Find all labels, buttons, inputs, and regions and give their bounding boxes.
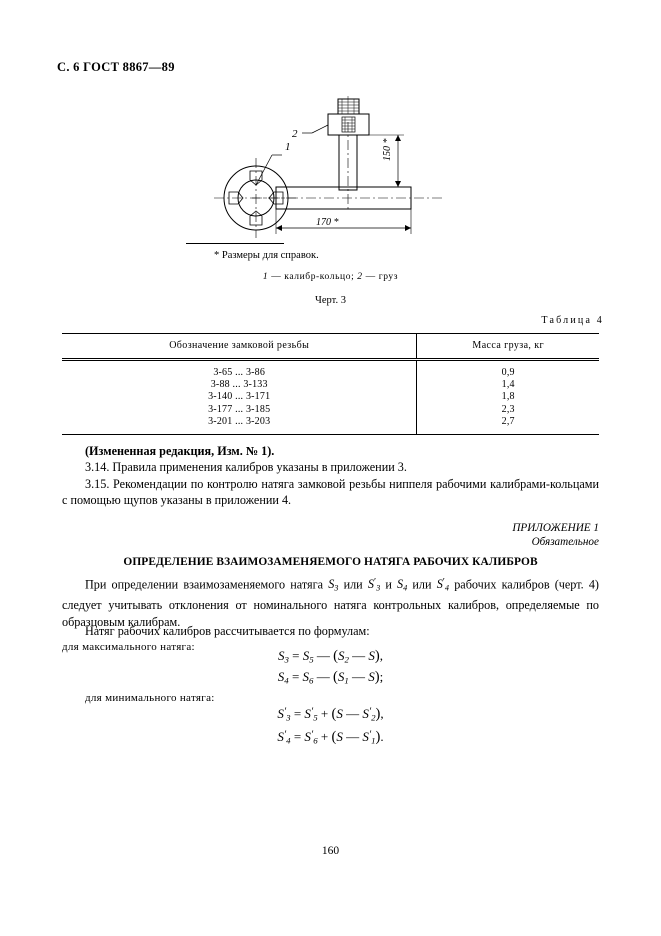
appendix-title: ОПРЕДЕЛЕНИЕ ВЗАИМОЗАМЕНЯЕМОГО НАТЯГА РАБОЧИХ КАЛИБРОВ: [123, 556, 538, 568]
table-header-load-mass: Масса груза, кг: [472, 340, 544, 351]
cell-load-mass: 2,7: [501, 415, 515, 427]
appendix-para1-tail: рабочих калибров (черт. 4) следует учитывать отклонения от номинального натяга контрольных калибров, определяемые по образцовым калибрам.: [62, 577, 599, 629]
cell-load-mass: 2,3: [501, 403, 515, 415]
appendix-para1-lead: При определении взаимозаменяемого натяга: [85, 577, 329, 592]
cell-thread-designation: 3-88 ... 3-133: [62, 379, 417, 391]
appendix-number: ПРИЛОЖЕНИЕ 1: [512, 522, 599, 534]
clause-3-14: 3.14. Правила применения калибров указаны в приложении 3.: [85, 460, 407, 475]
formula-min-s3-prime: $S'_3 = S'_5 + (S$ — $S'_2$),: [277, 706, 384, 723]
page-header: С. 6 ГОСТ 8867—89: [57, 60, 175, 74]
table-row: [62, 415, 599, 434]
appendix-body-text: [62, 575, 599, 630]
body-text-block: [62, 443, 599, 509]
appendix-header: [512, 521, 599, 549]
table-row: [62, 360, 599, 379]
label-maximum-interference: для максимального натяга:: [62, 641, 195, 654]
table-head: [62, 334, 599, 360]
cell-load-mass: 0,9: [501, 367, 515, 378]
cell-load-mass: 1,8: [501, 391, 515, 403]
table-bottom-rule: [62, 434, 599, 435]
appendix-status: Обязательное: [531, 536, 599, 548]
table-label: Таблица 4: [541, 315, 604, 326]
symbol-s4-prime: $S'_4$: [436, 577, 450, 593]
revision-note: (Измененная редакция, Изм. № 1).: [85, 444, 275, 458]
table-header-row: [62, 334, 599, 360]
formula-max-s3: $S_3 = S_5$ — ($S_2$ — S),: [277, 648, 384, 665]
label-minimum-interference: для минимального натяга:: [85, 692, 215, 704]
legend-text-2: — груз: [362, 272, 399, 282]
symbol-s3-prime: $S'_3$: [367, 577, 381, 593]
table-row: [62, 403, 599, 415]
load-mass-table: [62, 333, 599, 434]
table-row: [62, 391, 599, 403]
dimension-vertical-label: 150 *: [382, 138, 393, 161]
callout-label-1: 1: [285, 141, 291, 153]
cell-thread-designation: 3-177 ... 3-185: [62, 403, 417, 415]
formula-min-s4-prime: $S'_4 = S'_6 + (S$ — $S'_1$).: [277, 729, 384, 746]
dimension-horizontal-label: 170 *: [316, 217, 339, 228]
figure-legend: [0, 272, 661, 282]
cell-thread-designation: 3-201 ... 3-203: [62, 415, 417, 434]
cell-thread-designation: 3-140 ... 3-171: [62, 391, 417, 403]
legend-text-1: — калибр-кольцо;: [268, 272, 358, 282]
page-number: 160: [321, 845, 340, 857]
figure-footnote: * Размеры для справок.: [214, 250, 319, 261]
table-header-thread-designation: Обозначение замковой резьбы: [62, 334, 417, 360]
cell-thread-designation: 3-65 ... 3-86: [62, 360, 417, 379]
table-row: [62, 379, 599, 391]
formula-max-s4: $S_4 = S_6$ — ($S_1$ — S);: [277, 669, 384, 686]
symbol-s3: $S_3$: [328, 577, 339, 593]
figure-caption: Черт. 3: [315, 295, 346, 306]
figure-3-drawing: [0, 92, 661, 242]
callout-label-2: 2: [292, 128, 298, 140]
appendix-paragraph-1: При определении взаимозаменяемого натяга $S_3$ или $S'_3$ и $S_4$ или $S'_4$ рабочих калибров (черт. 4) следует учитывать отклонения от номинального натяга контрольных калибров, определяемые по образцовым калибрам.: [62, 577, 599, 629]
symbol-s4: $S_4$: [397, 577, 408, 593]
legend-number-2: 2: [357, 272, 363, 282]
ring-gauge-assembly-diagram: [212, 92, 462, 242]
table-body: [62, 360, 599, 434]
formula-intro-text: Натяг рабочих калибров рассчитывается по формулам:: [85, 624, 370, 638]
cell-load-mass: 1,4: [501, 379, 515, 391]
legend-number-1: 1: [262, 272, 269, 282]
clause-3-15: 3.15. Рекомендации по контролю натяга замковой резьбы ниппеля рабочими калибрами-кольцами с помощью щупов указаны в приложении 4.: [62, 476, 599, 508]
footnote-separator-rule: [186, 243, 284, 244]
